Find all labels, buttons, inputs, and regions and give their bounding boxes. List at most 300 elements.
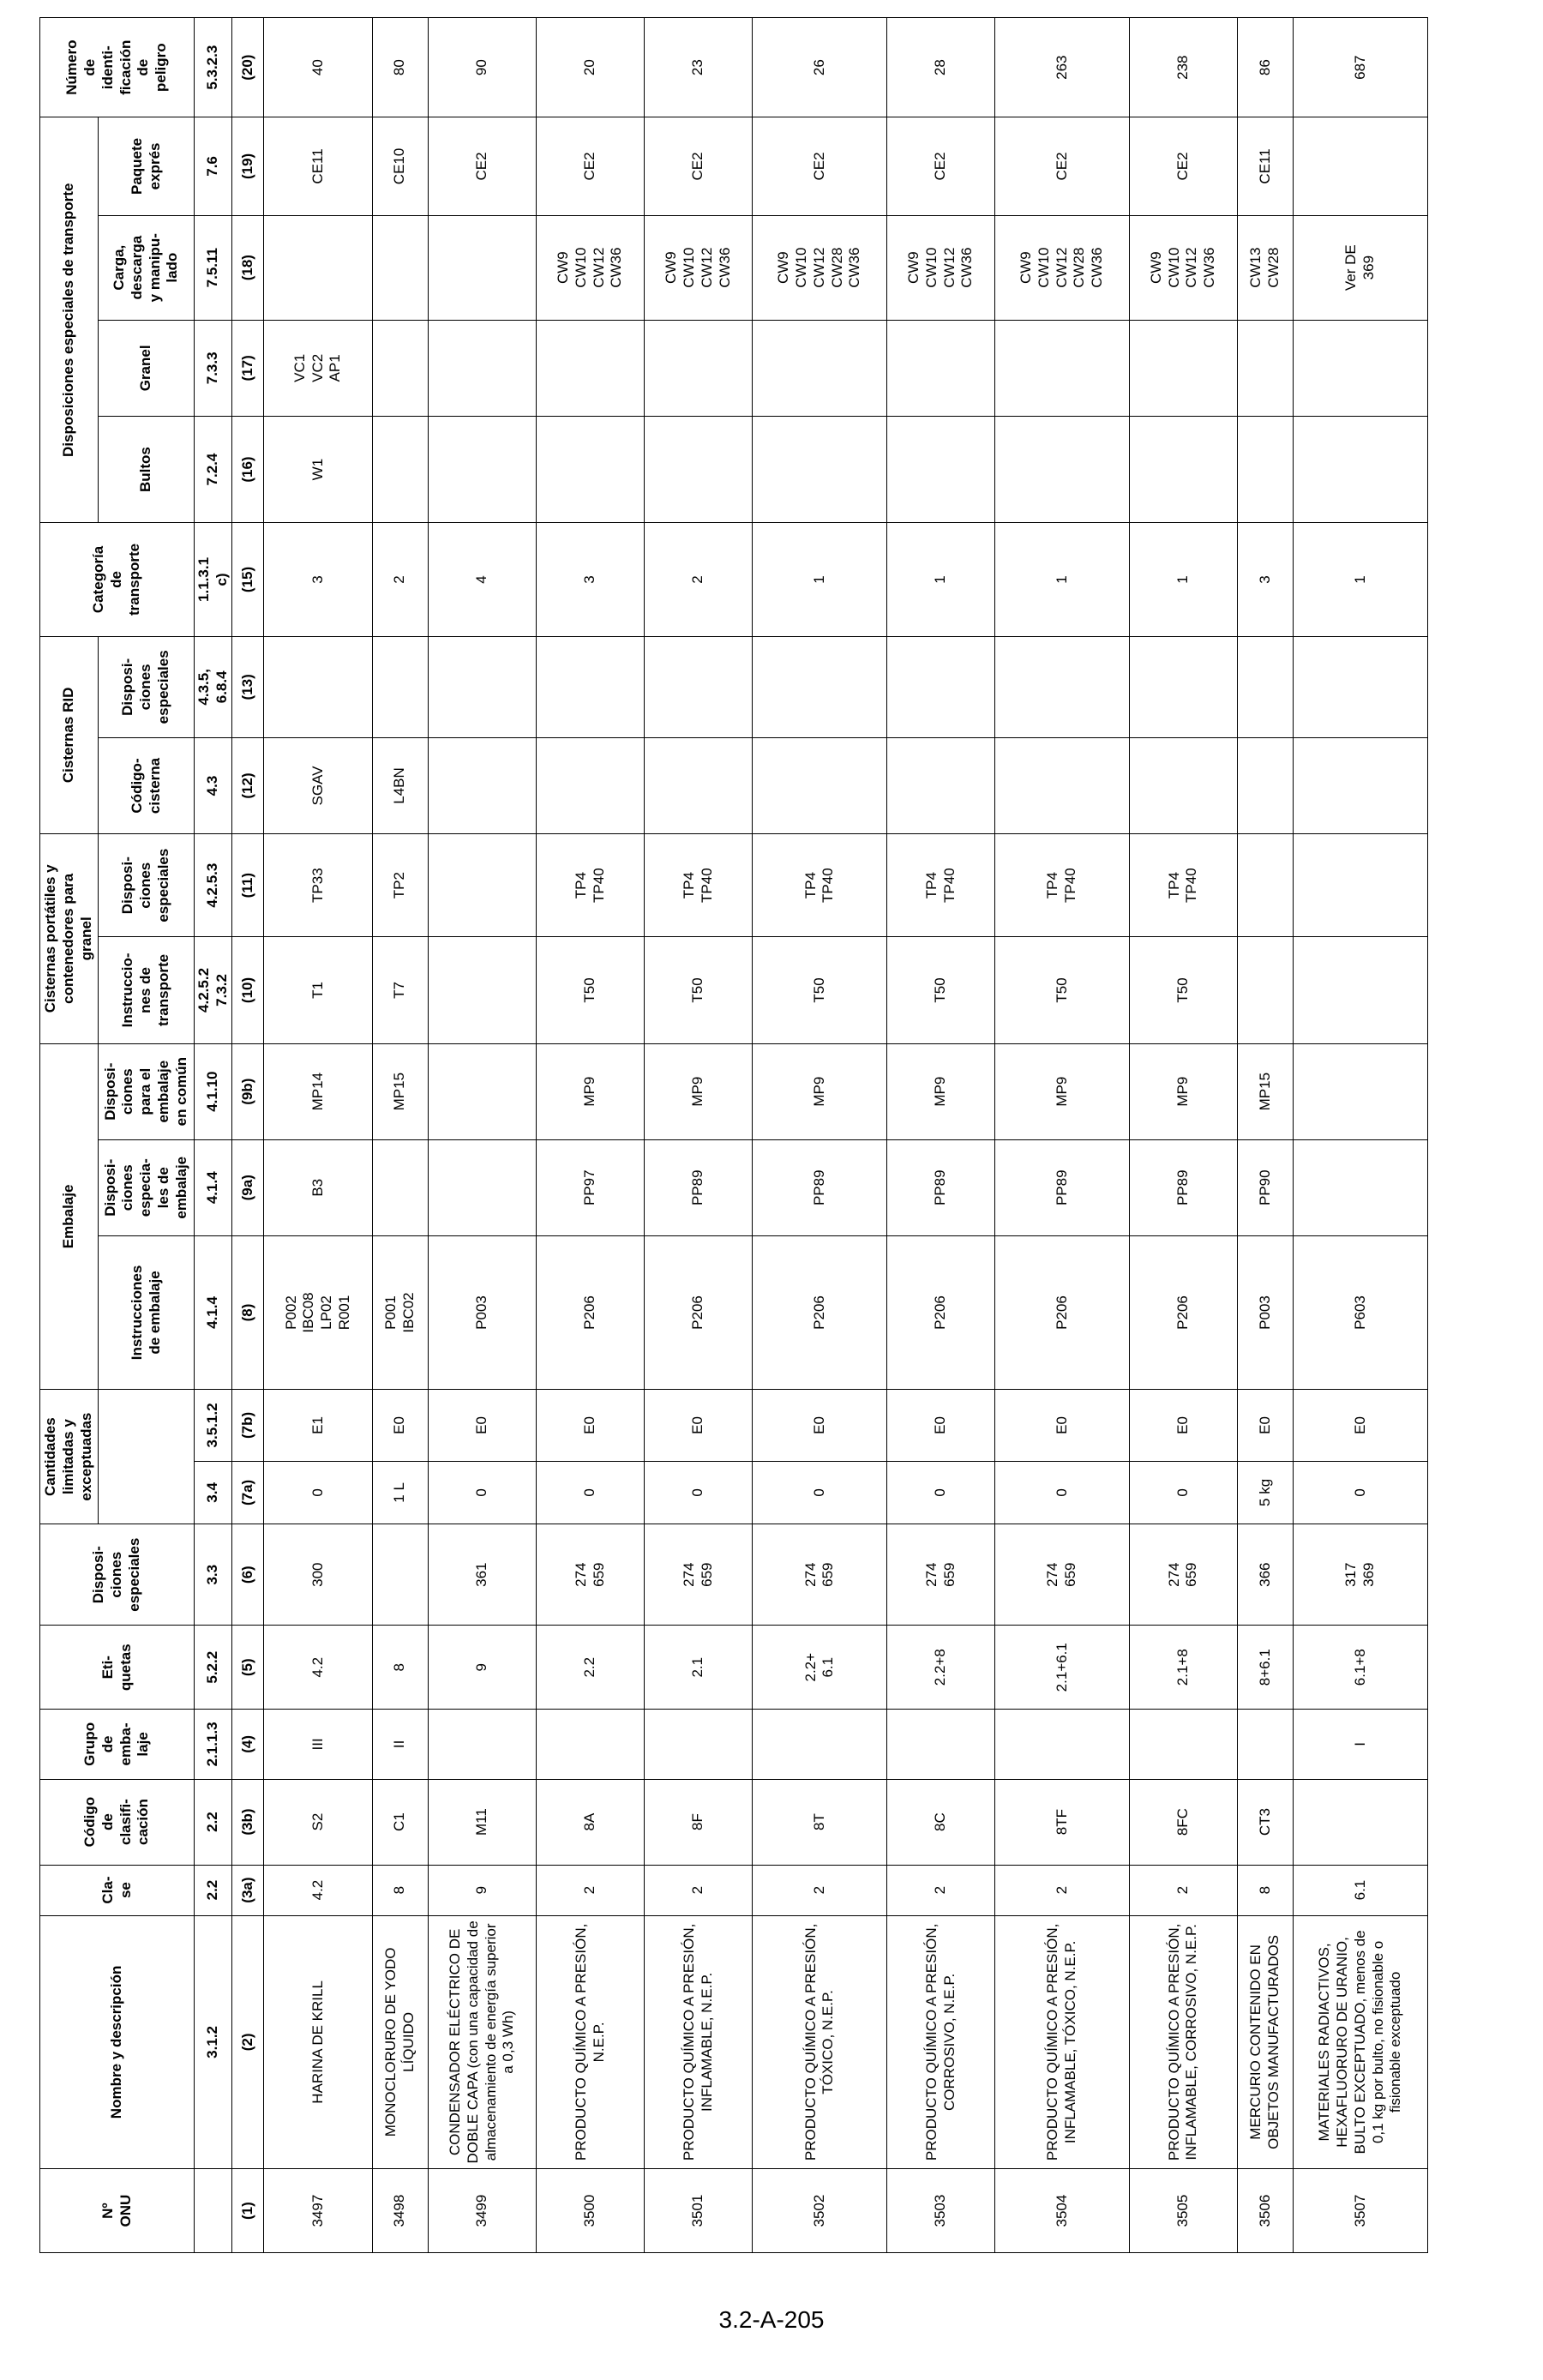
table-cell: 90 bbox=[428, 18, 536, 117]
table-cell: CW9 CW10 CW12 CW36 bbox=[1129, 215, 1237, 320]
un-number-cell: 3503 bbox=[887, 2169, 995, 2253]
table-cell bbox=[1238, 320, 1294, 416]
table-cell: E0 bbox=[753, 1390, 887, 1462]
column-number-cell: (6) bbox=[232, 1524, 264, 1626]
un-number-cell: 3497 bbox=[264, 2169, 372, 2253]
column-number-cell: (19) bbox=[232, 117, 264, 215]
table-cell: 40 bbox=[264, 18, 372, 117]
column-number-cell: (15) bbox=[232, 523, 264, 636]
table-cell bbox=[1294, 1779, 1428, 1865]
table-cell bbox=[428, 834, 536, 937]
name-cell: PRODUCTO QUÍMICO A PRESIÓN, INFLAMABLE, TÓXICO, N.E.P. bbox=[995, 1915, 1130, 2169]
column-number-cell: (2) bbox=[232, 1915, 264, 2169]
table-cell: TP4 TP40 bbox=[1129, 834, 1237, 937]
table-cell bbox=[428, 320, 536, 416]
table-cell: CW9 CW10 CW12 CW28 CW36 bbox=[753, 215, 887, 320]
table-cell: 8+6.1 bbox=[1238, 1626, 1294, 1710]
table-cell: PP89 bbox=[1129, 1139, 1237, 1235]
table-cell: E0 bbox=[428, 1390, 536, 1462]
table-cell: 8C bbox=[887, 1779, 995, 1865]
dangerous-goods-table bbox=[39, 17, 1428, 2253]
name-cell: PRODUCTO QUÍMICO A PRESIÓN, TÓXICO, N.E.P. bbox=[753, 1915, 887, 2169]
table-cell: 86 bbox=[1238, 18, 1294, 117]
header-row-groups bbox=[40, 18, 99, 2253]
table-row bbox=[995, 18, 1130, 2253]
table-cell: TP4 TP40 bbox=[887, 834, 995, 937]
header-mixed-packing: Disposi- ciones para el embalaje en común bbox=[99, 1043, 195, 1139]
table-cell: E0 bbox=[995, 1390, 1130, 1462]
table-cell: E0 bbox=[372, 1390, 428, 1462]
header-loading: Carga, descarga y manipu- lado bbox=[99, 215, 195, 320]
table-cell: 80 bbox=[372, 18, 428, 117]
table-cell bbox=[428, 1710, 536, 1780]
header-classification-code: Código de clasifi- cación bbox=[40, 1779, 195, 1865]
reference-cell bbox=[195, 2169, 232, 2253]
header-hazard-number: Número de identi- ficación de peligro bbox=[40, 18, 195, 117]
column-number-cell: (17) bbox=[232, 320, 264, 416]
table-cell: P603 bbox=[1294, 1235, 1428, 1389]
header-special-transport: Disposiciones especiales de transporte bbox=[40, 117, 99, 523]
table-cell: 2.2+8 bbox=[887, 1626, 995, 1710]
table-cell: 4 bbox=[428, 523, 536, 636]
table-cell bbox=[537, 737, 645, 833]
table-cell: CE11 bbox=[264, 117, 372, 215]
table-cell: 366 bbox=[1238, 1524, 1294, 1626]
table-cell: 0 bbox=[753, 1461, 887, 1524]
table-cell bbox=[372, 215, 428, 320]
table-cell: 2 bbox=[753, 1865, 887, 1915]
table-cell: P002 IBC08 LP02 R001 bbox=[264, 1235, 372, 1389]
column-number-cell: (9a) bbox=[232, 1139, 264, 1235]
table-cell bbox=[372, 320, 428, 416]
table-cell: E0 bbox=[1294, 1390, 1428, 1462]
table-cell bbox=[1238, 1710, 1294, 1780]
table-cell bbox=[1129, 320, 1237, 416]
table-cell: CE10 bbox=[372, 117, 428, 215]
table-cell: 4.2 bbox=[264, 1626, 372, 1710]
header-packing-special: Disposi- ciones especia- les de embalaje bbox=[99, 1139, 195, 1235]
table-cell: 263 bbox=[995, 18, 1130, 117]
table-cell: 274 659 bbox=[995, 1524, 1130, 1626]
table-cell: TP2 bbox=[372, 834, 428, 937]
table-cell: 8 bbox=[372, 1626, 428, 1710]
table-cell: MP9 bbox=[887, 1043, 995, 1139]
table-cell bbox=[1129, 1710, 1237, 1780]
table-cell: 23 bbox=[645, 18, 753, 117]
header-packing-group: Grupo de emba- laje bbox=[40, 1710, 195, 1780]
table-cell bbox=[887, 320, 995, 416]
table-cell bbox=[1294, 937, 1428, 1043]
table-cell: 1 bbox=[1129, 523, 1237, 636]
table-cell: 6.1 bbox=[1294, 1865, 1428, 1915]
column-number-cell: (7b) bbox=[232, 1390, 264, 1462]
header-portable-tanks: Cisternas portátiles y contenedores para granel bbox=[40, 834, 99, 1044]
table-row bbox=[372, 18, 428, 2253]
reference-cell: 7.3.3 bbox=[195, 320, 232, 416]
table-cell: 8 bbox=[372, 1865, 428, 1915]
table-cell: MP9 bbox=[537, 1043, 645, 1139]
reference-cell: 4.2.5.3 bbox=[195, 834, 232, 937]
name-cell: MERCURIO CONTENIDO EN OBJETOS MANUFACTURADOS bbox=[1238, 1915, 1294, 2169]
header-rid-code: Código- cisterna bbox=[99, 737, 195, 833]
column-number-cell: (1) bbox=[232, 2169, 264, 2253]
column-number-cell: (13) bbox=[232, 636, 264, 737]
table-cell: TP4 TP40 bbox=[645, 834, 753, 937]
table-row bbox=[1129, 18, 1237, 2253]
table-cell bbox=[645, 636, 753, 737]
table-cell: 1 bbox=[753, 523, 887, 636]
table-cell bbox=[428, 737, 536, 833]
table-cell: 274 659 bbox=[537, 1524, 645, 1626]
table-cell bbox=[264, 215, 372, 320]
table-cell: III bbox=[264, 1710, 372, 1780]
table-cell: C1 bbox=[372, 1779, 428, 1865]
header-un-no: Nº ONU bbox=[40, 2169, 195, 2253]
table-cell: 2.1 bbox=[645, 1626, 753, 1710]
table-cell bbox=[645, 320, 753, 416]
table-cell bbox=[1294, 636, 1428, 737]
reference-cell: 7.5.11 bbox=[195, 215, 232, 320]
table-cell: PP89 bbox=[645, 1139, 753, 1235]
table-cell: 1 bbox=[887, 523, 995, 636]
table-cell bbox=[428, 636, 536, 737]
un-number-cell: 3501 bbox=[645, 2169, 753, 2253]
header-labels: Eti- quetas bbox=[40, 1626, 195, 1710]
column-number-cell: (10) bbox=[232, 937, 264, 1043]
header-packages: Bultos bbox=[99, 416, 195, 522]
table-cell: 9 bbox=[428, 1865, 536, 1915]
page-number: 3.2-A-205 bbox=[718, 2306, 825, 2333]
reference-cell: 7.6 bbox=[195, 117, 232, 215]
table-cell: 3 bbox=[537, 523, 645, 636]
name-cell: PRODUCTO QUÍMICO A PRESIÓN, INFLAMABLE, N.E.P. bbox=[645, 1915, 753, 2169]
column-number-cell: (3b) bbox=[232, 1779, 264, 1865]
table-cell bbox=[887, 416, 995, 522]
table-cell: 274 659 bbox=[1129, 1524, 1237, 1626]
un-number-cell: 3498 bbox=[372, 2169, 428, 2253]
table-cell: 2.2+ 6.1 bbox=[753, 1626, 887, 1710]
table-cell bbox=[428, 937, 536, 1043]
table-cell: 3 bbox=[264, 523, 372, 636]
table-cell: Ver DE 369 bbox=[1294, 215, 1428, 320]
table-cell bbox=[1238, 937, 1294, 1043]
table-cell: PP89 bbox=[995, 1139, 1130, 1235]
name-cell: CONDENSADOR ELÉCTRICO DE DOBLE CAPA (con una capacidad de almacenamiento de energía superior a 0,3 Wh) bbox=[428, 1915, 536, 2169]
table-body bbox=[195, 18, 1428, 2253]
table-cell bbox=[1294, 737, 1428, 833]
table-cell bbox=[753, 1710, 887, 1780]
table-cell: T50 bbox=[753, 937, 887, 1043]
table-cell bbox=[753, 737, 887, 833]
table-cell: MP9 bbox=[995, 1043, 1130, 1139]
table-cell bbox=[372, 1524, 428, 1626]
table-cell bbox=[887, 636, 995, 737]
un-number-cell: 3502 bbox=[753, 2169, 887, 2253]
table-cell: 274 659 bbox=[645, 1524, 753, 1626]
header-special-provisions: Disposi- ciones especiales bbox=[40, 1524, 195, 1626]
table-cell: 0 bbox=[995, 1461, 1130, 1524]
table-cell bbox=[1129, 737, 1237, 833]
table-cell: 3 bbox=[1238, 523, 1294, 636]
table-cell: 274 659 bbox=[753, 1524, 887, 1626]
table-cell: P206 bbox=[1129, 1235, 1237, 1389]
reference-cell: 4.1.4 bbox=[195, 1235, 232, 1389]
table-cell bbox=[1238, 834, 1294, 937]
table-cell: 361 bbox=[428, 1524, 536, 1626]
reference-cell: 2.2 bbox=[195, 1865, 232, 1915]
table-cell bbox=[645, 416, 753, 522]
table-cell: T1 bbox=[264, 937, 372, 1043]
name-cell: PRODUCTO QUÍMICO A PRESIÓN, CORROSIVO, N.E.P. bbox=[887, 1915, 995, 2169]
table-cell: 2 bbox=[645, 523, 753, 636]
table-cell: T50 bbox=[995, 937, 1130, 1043]
table-cell: CE2 bbox=[995, 117, 1130, 215]
table-row bbox=[887, 18, 995, 2253]
table-cell: CE2 bbox=[428, 117, 536, 215]
table-cell: 2 bbox=[537, 1865, 645, 1915]
reference-cell: 7.2.4 bbox=[195, 416, 232, 522]
table-cell: 2.2 bbox=[537, 1626, 645, 1710]
table-cell bbox=[887, 737, 995, 833]
table-cell bbox=[1294, 1043, 1428, 1139]
table-cell: E0 bbox=[537, 1390, 645, 1462]
table-cell: 0 bbox=[428, 1461, 536, 1524]
table-cell: CW13 CW28 bbox=[1238, 215, 1294, 320]
table-cell: PP89 bbox=[887, 1139, 995, 1235]
table-cell bbox=[995, 1710, 1130, 1780]
table-cell: MP15 bbox=[1238, 1043, 1294, 1139]
table-cell bbox=[1294, 834, 1428, 937]
table-cell: SGAV bbox=[264, 737, 372, 833]
name-cell: MONOCLORURO DE YODO LÍQUIDO bbox=[372, 1915, 428, 2169]
table-cell: L4BN bbox=[372, 737, 428, 833]
table-row bbox=[537, 18, 645, 2253]
table-cell: 300 bbox=[264, 1524, 372, 1626]
table-cell: S2 bbox=[264, 1779, 372, 1865]
column-number-cell: (3a) bbox=[232, 1865, 264, 1915]
table-cell: 4.2 bbox=[264, 1865, 372, 1915]
table-cell: MP15 bbox=[372, 1043, 428, 1139]
name-cell: PRODUCTO QUÍMICO A PRESIÓN, INFLAMABLE, CORROSIVO, N.E.P. bbox=[1129, 1915, 1237, 2169]
table-cell: 28 bbox=[887, 18, 995, 117]
header-name: Nombre y descripción bbox=[40, 1915, 195, 2169]
table-cell: 2.1+6.1 bbox=[995, 1626, 1130, 1710]
table-cell: T50 bbox=[537, 937, 645, 1043]
table-cell: VC1 VC2 AP1 bbox=[264, 320, 372, 416]
column-number-cell: (12) bbox=[232, 737, 264, 833]
table-cell: 274 659 bbox=[887, 1524, 995, 1626]
column-number-cell: (20) bbox=[232, 18, 264, 117]
header-class: Cla- se bbox=[40, 1865, 195, 1915]
table-cell: PP89 bbox=[753, 1139, 887, 1235]
table-cell: PP90 bbox=[1238, 1139, 1294, 1235]
table-cell: 238 bbox=[1129, 18, 1237, 117]
reference-cell: 4.3 bbox=[195, 737, 232, 833]
table-cell bbox=[645, 1710, 753, 1780]
table-cell: CE2 bbox=[887, 117, 995, 215]
reference-cell: 5.3.2.3 bbox=[195, 18, 232, 117]
table-cell: CW9 CW10 CW12 CW36 bbox=[645, 215, 753, 320]
table-cell bbox=[1294, 1139, 1428, 1235]
table-cell bbox=[1129, 416, 1237, 522]
table-cell bbox=[264, 636, 372, 737]
table-cell: CE2 bbox=[753, 117, 887, 215]
table-cell: MP14 bbox=[264, 1043, 372, 1139]
table-row bbox=[753, 18, 887, 2253]
header-transport-category: Categoría de transporte bbox=[40, 523, 195, 636]
header-packing-instructions: Instrucciones de embalaje bbox=[99, 1235, 195, 1389]
table-cell: P003 bbox=[428, 1235, 536, 1389]
reference-row bbox=[195, 18, 232, 2253]
table-cell: P206 bbox=[537, 1235, 645, 1389]
header-express: Paquete exprés bbox=[99, 117, 195, 215]
table-cell: 1 bbox=[1294, 523, 1428, 636]
header-bulk: Granel bbox=[99, 320, 195, 416]
table-cell bbox=[428, 416, 536, 522]
un-number-cell: 3507 bbox=[1294, 2169, 1428, 2253]
table-cell: MP9 bbox=[645, 1043, 753, 1139]
table-row bbox=[428, 18, 536, 2253]
header-tank-special: Disposi- ciones especiales bbox=[99, 834, 195, 937]
name-cell: PRODUCTO QUÍMICO A PRESIÓN, N.E.P. bbox=[537, 1915, 645, 2169]
table-cell: 20 bbox=[537, 18, 645, 117]
name-cell: MATERIALES RADIACTIVOS, HEXAFLUORURO DE URANIO, BULTO EXCEPTUADO, menos de 0,1 kg por bulto, no fisionable o fisionable exceptuado bbox=[1294, 1915, 1428, 2169]
table-cell: 1 bbox=[995, 523, 1130, 636]
table-row bbox=[264, 18, 372, 2253]
table-cell: E0 bbox=[1238, 1390, 1294, 1462]
table-cell bbox=[428, 215, 536, 320]
table-cell: 2 bbox=[995, 1865, 1130, 1915]
un-number-cell: 3505 bbox=[1129, 2169, 1237, 2253]
table-cell bbox=[753, 416, 887, 522]
table-cell: E1 bbox=[264, 1390, 372, 1462]
table-cell: T7 bbox=[372, 937, 428, 1043]
table-cell bbox=[537, 416, 645, 522]
table-cell: 8FC bbox=[1129, 1779, 1237, 1865]
table-cell: CE2 bbox=[1129, 117, 1237, 215]
table-header bbox=[40, 18, 195, 2253]
table-cell: CW9 CW10 CW12 CW36 bbox=[887, 215, 995, 320]
table-cell bbox=[1238, 737, 1294, 833]
header-tank-instructions: Instruccio- nes de transporte bbox=[99, 937, 195, 1043]
table-cell bbox=[753, 636, 887, 737]
table-cell: CE2 bbox=[645, 117, 753, 215]
table-cell: 5 kg bbox=[1238, 1461, 1294, 1524]
table-cell: TP4 TP40 bbox=[537, 834, 645, 937]
table-cell: 26 bbox=[753, 18, 887, 117]
table-cell bbox=[1294, 117, 1428, 215]
column-number-cell: (16) bbox=[232, 416, 264, 522]
header-lq-sub bbox=[99, 1390, 195, 1524]
table-cell: CT3 bbox=[1238, 1779, 1294, 1865]
table-cell: TP4 TP40 bbox=[753, 834, 887, 937]
un-number-cell: 3504 bbox=[995, 2169, 1130, 2253]
table-cell: 0 bbox=[1129, 1461, 1237, 1524]
table-cell bbox=[995, 737, 1130, 833]
table-cell: CW9 CW10 CW12 CW36 bbox=[537, 215, 645, 320]
table-cell: II bbox=[372, 1710, 428, 1780]
table-cell: 8T bbox=[753, 1779, 887, 1865]
column-number-cell: (9b) bbox=[232, 1043, 264, 1139]
table-cell bbox=[372, 636, 428, 737]
table-cell bbox=[995, 320, 1130, 416]
column-number-row bbox=[232, 18, 264, 2253]
column-number-cell: (5) bbox=[232, 1626, 264, 1710]
table-cell bbox=[372, 1139, 428, 1235]
table-cell: P206 bbox=[995, 1235, 1130, 1389]
table-cell: 0 bbox=[1294, 1461, 1428, 1524]
table-cell bbox=[1238, 416, 1294, 522]
table-cell: T50 bbox=[887, 937, 995, 1043]
table-cell bbox=[887, 1710, 995, 1780]
table-cell bbox=[1294, 416, 1428, 522]
table-cell: CW9 CW10 CW12 CW28 CW36 bbox=[995, 215, 1130, 320]
table-cell bbox=[753, 320, 887, 416]
table-cell: 0 bbox=[645, 1461, 753, 1524]
table-cell: P001 IBC02 bbox=[372, 1235, 428, 1389]
table-cell: 8F bbox=[645, 1779, 753, 1865]
table-cell: E0 bbox=[645, 1390, 753, 1462]
table-cell: P206 bbox=[645, 1235, 753, 1389]
table-cell bbox=[428, 1043, 536, 1139]
un-number-cell: 3499 bbox=[428, 2169, 536, 2253]
name-cell: HARINA DE KRILL bbox=[264, 1915, 372, 2169]
table-cell: 2 bbox=[372, 523, 428, 636]
reference-cell: 3.5.1.2 bbox=[195, 1390, 232, 1462]
column-number-cell: (11) bbox=[232, 834, 264, 937]
un-number-cell: 3506 bbox=[1238, 2169, 1294, 2253]
table-cell bbox=[1129, 636, 1237, 737]
table-cell: PP97 bbox=[537, 1139, 645, 1235]
table-cell: B3 bbox=[264, 1139, 372, 1235]
table-cell: 2 bbox=[1129, 1865, 1237, 1915]
un-number-cell: 3500 bbox=[537, 2169, 645, 2253]
table-cell: MP9 bbox=[1129, 1043, 1237, 1139]
column-number-cell: (18) bbox=[232, 215, 264, 320]
table-cell: P206 bbox=[887, 1235, 995, 1389]
column-number-cell: (4) bbox=[232, 1710, 264, 1780]
header-rid-tanks: Cisternas RID bbox=[40, 636, 99, 833]
table-cell: MP9 bbox=[753, 1043, 887, 1139]
reference-cell: 4.2.5.2 7.3.2 bbox=[195, 937, 232, 1043]
table-cell: P003 bbox=[1238, 1235, 1294, 1389]
table-cell: P206 bbox=[753, 1235, 887, 1389]
table-cell: CE11 bbox=[1238, 117, 1294, 215]
table-cell: 0 bbox=[264, 1461, 372, 1524]
table-cell: 8TF bbox=[995, 1779, 1130, 1865]
reference-cell: 2.2 bbox=[195, 1779, 232, 1865]
header-rid-special: Disposi- ciones especiales bbox=[99, 636, 195, 737]
table-cell: 6.1+8 bbox=[1294, 1626, 1428, 1710]
reference-cell: 3.1.2 bbox=[195, 1915, 232, 2169]
table-cell: E0 bbox=[1129, 1390, 1237, 1462]
table-cell: 0 bbox=[537, 1461, 645, 1524]
reference-cell: 4.1.4 bbox=[195, 1139, 232, 1235]
table-cell: TP33 bbox=[264, 834, 372, 937]
table-row bbox=[1294, 18, 1428, 2253]
table-cell: M11 bbox=[428, 1779, 536, 1865]
reference-cell: 2.1.1.3 bbox=[195, 1710, 232, 1780]
reference-cell: 4.1.10 bbox=[195, 1043, 232, 1139]
table-cell bbox=[1238, 636, 1294, 737]
table-cell: TP4 TP40 bbox=[995, 834, 1130, 937]
table-cell: 9 bbox=[428, 1626, 536, 1710]
table-cell bbox=[537, 636, 645, 737]
table-cell: 8 bbox=[1238, 1865, 1294, 1915]
table-cell: 317 369 bbox=[1294, 1524, 1428, 1626]
table-cell: 1 L bbox=[372, 1461, 428, 1524]
table-row bbox=[645, 18, 753, 2253]
